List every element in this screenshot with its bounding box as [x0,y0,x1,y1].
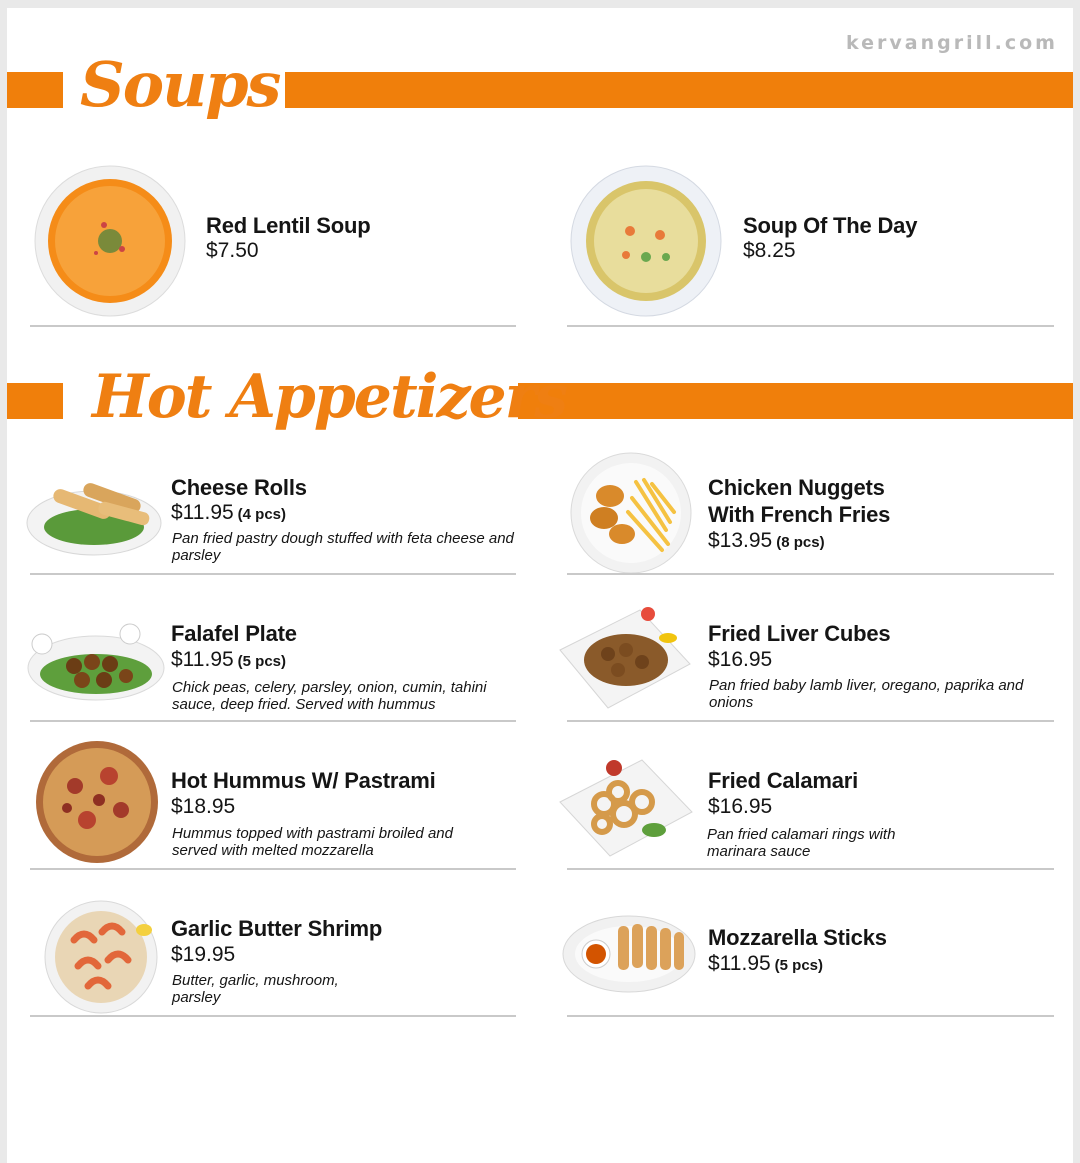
divider [567,1015,1054,1017]
divider [30,325,516,327]
divider [567,720,1054,722]
appetizers-header-bar-left [7,383,63,419]
dish-price: $11.95 (5 pcs) [708,952,824,975]
dish-name: Mozzarella Sticks [708,925,887,950]
dish-name-line-2: With French Fries [708,502,891,527]
dish-name: Chicken Nuggets [708,475,885,500]
dish-price: $16.95 [708,795,773,818]
dish-price: $11.95 (5 pcs) [171,648,287,671]
appetizers-title: Hot Appetizers [92,362,567,432]
divider [567,325,1054,327]
appetizers-header-bar-right [518,383,1073,419]
dish-quantity: (4 pcs) [237,506,287,523]
dish-price: $13.95 (8 pcs) [708,529,825,552]
divider [567,573,1054,575]
dish-description: Chick peas, celery, parsley, onion, cumin, tahini sauce, deep fried. Served with hummus [172,679,487,713]
falafel-plate-image [26,618,166,702]
red-lentil-soup-image [34,165,186,317]
dish-price: $18.95 [171,795,236,818]
dish-description: Butter, garlic, mushroom, parsley [172,972,339,1006]
divider [567,868,1054,870]
dish-name: Soup Of The Day [743,213,918,238]
dish-name: Red Lentil Soup [206,213,371,238]
site-url: kervangrill.com [846,32,1058,54]
fried-liver-cubes-image [556,604,694,712]
dish-price: $7.50 [206,239,259,262]
dish-quantity: (8 pcs) [776,534,825,551]
dish-name: Fried Calamari [708,768,859,793]
cheese-rolls-image [26,475,162,557]
fried-calamari-image [556,754,696,860]
dish-name: Fried Liver Cubes [708,621,891,646]
divider [30,720,516,722]
dish-name: Hot Hummus W/ Pastrami [171,768,436,793]
garlic-butter-shrimp-image [44,900,158,1014]
dish-description: Pan fried calamari rings with marinara sauce [707,826,896,860]
dish-name: Falafel Plate [171,621,297,646]
dish-name: Cheese Rolls [171,475,307,500]
dish-price: $11.95 (4 pcs) [171,501,287,524]
dish-name: Garlic Butter Shrimp [171,916,383,941]
hot-hummus-pastrami-image [35,740,159,864]
dish-description: Hummus topped with pastrami broiled and served with melted mozzarella [172,825,453,859]
dish-price: $19.95 [171,943,236,966]
chicken-nuggets-image [570,452,692,574]
mozzarella-sticks-image [562,908,696,996]
soups-header-bar-left [7,72,63,108]
dish-description: Pan fried baby lamb liver, oregano, paprika and onions [709,677,1024,711]
dish-price: $8.25 [743,239,796,262]
divider [30,868,516,870]
soups-title: Soups [80,48,280,121]
divider [30,573,516,575]
dish-price: $16.95 [708,648,773,671]
dish-quantity: (5 pcs) [237,653,287,670]
divider [30,1015,516,1017]
dish-quantity: (5 pcs) [774,957,824,974]
dish-description: Pan fried pastry dough stuffed with feta cheese and parsley [172,530,514,564]
soup-of-the-day-image [570,165,722,317]
soups-header-bar-right [285,72,1073,108]
